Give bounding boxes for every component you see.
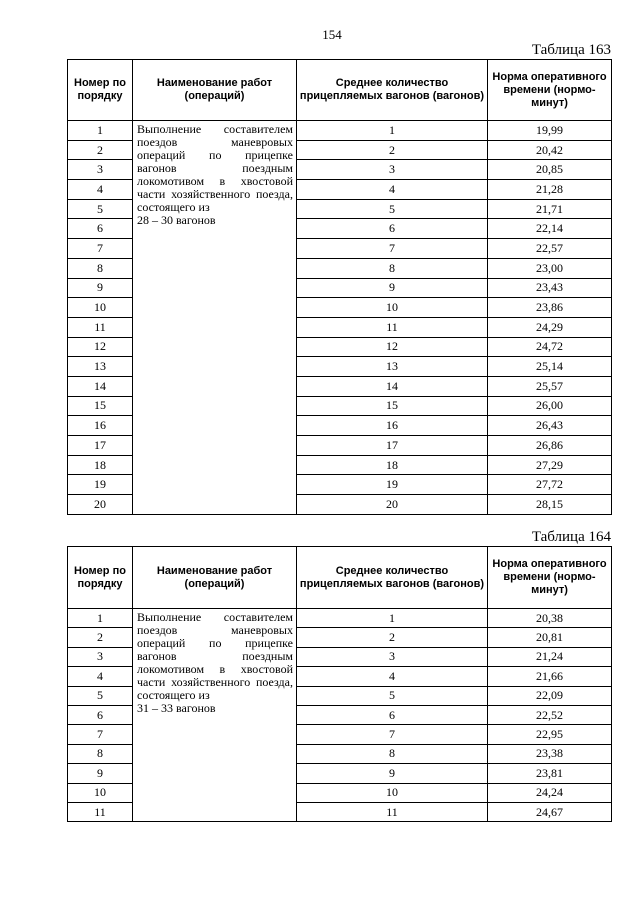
header-norm-time: Норма оперативного времени (нормо-минут): [488, 60, 612, 121]
row-number: 14: [68, 376, 133, 396]
row-number: 4: [68, 667, 133, 686]
row-number: 7: [68, 725, 133, 744]
norm-time: 20,38: [488, 609, 612, 628]
row-number: 15: [68, 396, 133, 416]
wagon-count: 12: [297, 337, 488, 357]
wagon-count: 5: [297, 686, 488, 705]
norm-time: 27,72: [488, 475, 612, 495]
wagon-count: 8: [297, 258, 488, 278]
wagon-count: 7: [297, 725, 488, 744]
row-number: 20: [68, 495, 133, 515]
table-caption-164: Таблица 164: [531, 529, 611, 545]
row-number: 9: [68, 278, 133, 298]
row-number: 8: [68, 258, 133, 278]
row-number: 5: [68, 686, 133, 705]
row-number: 19: [68, 475, 133, 495]
row-number: 1: [68, 609, 133, 628]
norm-time: 22,95: [488, 725, 612, 744]
wagon-count: 3: [297, 647, 488, 666]
wagon-count: 7: [297, 239, 488, 259]
page-number: 154: [322, 27, 342, 42]
wagon-count: 18: [297, 455, 488, 475]
table-row: [68, 609, 612, 628]
operation-description-wagon-range: 31 – 33 вагонов: [137, 701, 216, 715]
row-number: 6: [68, 705, 133, 724]
row-number: 8: [68, 744, 133, 763]
header-norm-time: Норма оперативного времени (нормо-минут): [488, 547, 612, 609]
header-operation: Наименование работ (операций): [133, 60, 297, 121]
norm-time: 21,24: [488, 647, 612, 666]
operation-description: [133, 609, 297, 822]
wagon-count: 9: [297, 278, 488, 298]
norm-time: 24,24: [488, 783, 612, 802]
norm-time: 25,14: [488, 357, 612, 377]
norm-time: 20,42: [488, 140, 612, 160]
row-number: 2: [68, 628, 133, 647]
table-header-row: [68, 60, 612, 121]
wagon-count: 6: [297, 705, 488, 724]
row-number: 13: [68, 357, 133, 377]
norm-time: 21,66: [488, 667, 612, 686]
norm-time: 24,72: [488, 337, 612, 357]
norm-time: 23,81: [488, 764, 612, 783]
norm-time: 23,86: [488, 298, 612, 318]
wagon-count: 1: [297, 121, 488, 141]
table-caption-163: Таблица 163: [531, 42, 611, 58]
wagon-count: 15: [297, 396, 488, 416]
norm-time: 23,00: [488, 258, 612, 278]
row-number: 11: [68, 802, 133, 821]
wagon-count: 19: [297, 475, 488, 495]
row-number: 18: [68, 455, 133, 475]
row-number: 7: [68, 239, 133, 259]
norms-table-163: [67, 59, 612, 515]
header-number: Номер по порядку: [68, 547, 133, 609]
norm-time: 26,86: [488, 436, 612, 456]
row-number: 10: [68, 783, 133, 802]
row-number: 2: [68, 140, 133, 160]
operation-description-wagon-range: 28 – 30 вагонов: [137, 213, 216, 227]
wagon-count: 6: [297, 219, 488, 239]
row-number: 17: [68, 436, 133, 456]
wagon-count: 5: [297, 199, 488, 219]
norm-time: 21,71: [488, 199, 612, 219]
header-operation: Наименование работ (операций): [133, 547, 297, 609]
norm-time: 26,00: [488, 396, 612, 416]
norm-time: 28,15: [488, 495, 612, 515]
norm-time: 22,14: [488, 219, 612, 239]
wagon-count: 1: [297, 609, 488, 628]
operation-description-text: Выполнение составителем поездов маневровых операций по прицепке вагонов поездным локомотивом в хвостовой части хозяйственного поезда, состоящего из: [137, 122, 293, 214]
wagon-count: 2: [297, 628, 488, 647]
header-number: Номер по порядку: [68, 60, 133, 121]
row-number: 10: [68, 298, 133, 318]
wagon-count: 17: [297, 436, 488, 456]
wagon-count: 14: [297, 376, 488, 396]
wagon-count: 16: [297, 416, 488, 436]
row-number: 6: [68, 219, 133, 239]
norm-time: 26,43: [488, 416, 612, 436]
row-number: 12: [68, 337, 133, 357]
wagon-count: 11: [297, 317, 488, 337]
wagon-count: 2: [297, 140, 488, 160]
norms-table-164: [67, 546, 612, 822]
wagon-count: 4: [297, 180, 488, 200]
table-row: [68, 121, 612, 141]
header-wagons: Среднее количество прицепляемых вагонов (вагонов): [297, 547, 488, 609]
norm-time: 21,28: [488, 180, 612, 200]
wagon-count: 13: [297, 357, 488, 377]
operation-description: [133, 121, 297, 515]
row-number: 4: [68, 180, 133, 200]
norm-time: 20,81: [488, 628, 612, 647]
norm-time: 19,99: [488, 121, 612, 141]
norm-time: 20,85: [488, 160, 612, 180]
wagon-count: 10: [297, 298, 488, 318]
row-number: 5: [68, 199, 133, 219]
wagon-count: 9: [297, 764, 488, 783]
wagon-count: 20: [297, 495, 488, 515]
norm-time: 23,43: [488, 278, 612, 298]
norm-time: 24,67: [488, 802, 612, 821]
norm-time: 27,29: [488, 455, 612, 475]
row-number: 3: [68, 647, 133, 666]
norm-time: 25,57: [488, 376, 612, 396]
table-header-row: [68, 547, 612, 609]
row-number: 16: [68, 416, 133, 436]
header-wagons: Среднее количество прицепляемых вагонов (вагонов): [297, 60, 488, 121]
row-number: 1: [68, 121, 133, 141]
wagon-count: 8: [297, 744, 488, 763]
row-number: 11: [68, 317, 133, 337]
norm-time: 22,57: [488, 239, 612, 259]
norm-time: 23,38: [488, 744, 612, 763]
norm-time: 22,52: [488, 705, 612, 724]
wagon-count: 10: [297, 783, 488, 802]
row-number: 3: [68, 160, 133, 180]
wagon-count: 3: [297, 160, 488, 180]
norm-time: 24,29: [488, 317, 612, 337]
operation-description-text: Выполнение составителем поездов маневровых операций по прицепке вагонов поездным локомотивом в хвостовой части хозяйственного поезда, состоящего из: [137, 610, 293, 702]
row-number: 9: [68, 764, 133, 783]
norm-time: 22,09: [488, 686, 612, 705]
wagon-count: 4: [297, 667, 488, 686]
wagon-count: 11: [297, 802, 488, 821]
